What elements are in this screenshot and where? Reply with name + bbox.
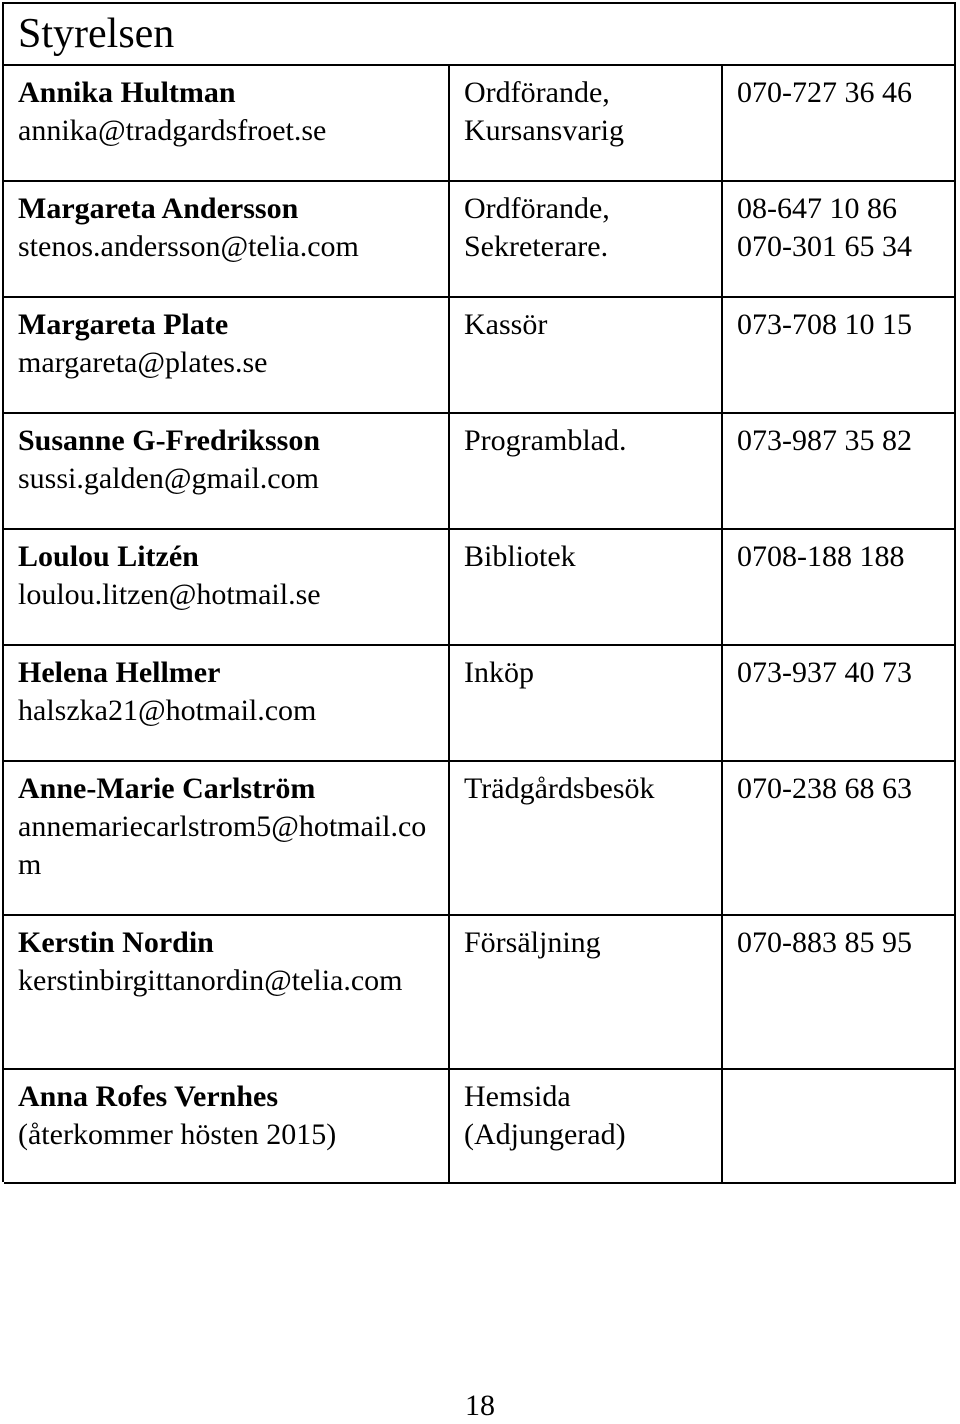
member-phone: 073-708 10 15: [737, 308, 912, 341]
member-email: loulou.litzen@hotmail.se: [18, 578, 321, 611]
member-name-cell: [4, 762, 450, 916]
table-row: [4, 762, 956, 916]
member-role-cont: Kursansvarig: [464, 114, 624, 147]
member-name-cell: [4, 182, 450, 298]
member-email: margareta@plates.se: [18, 346, 268, 379]
member-name-cell: [4, 1070, 450, 1184]
member-phone-2: 070-301 65 34: [737, 230, 912, 263]
member-role-cell: [450, 646, 723, 762]
member-role-cont: (Adjungerad): [464, 1118, 626, 1151]
member-role: Kassör: [464, 308, 548, 341]
table-row: [4, 1070, 956, 1184]
member-phone-cell: [723, 916, 956, 1070]
member-phone: 08-647 10 86: [737, 192, 897, 225]
page-number: 18: [465, 1389, 495, 1422]
member-name: Anna Rofes Vernhes: [18, 1080, 279, 1113]
member-role-cell: [450, 182, 723, 298]
page-title: Styrelsen: [18, 11, 175, 57]
member-role: Ordförande,: [464, 76, 610, 109]
member-role: Bibliotek: [464, 540, 576, 573]
member-name-cell: [4, 530, 450, 646]
member-name: Helena Hellmer: [18, 656, 221, 689]
member-role-cont: Sekreterare.: [464, 230, 609, 263]
member-phone: 073-937 40 73: [737, 656, 912, 689]
table-title-cell: [4, 4, 956, 66]
member-phone-cell: [723, 298, 956, 414]
table-row: [4, 414, 956, 530]
member-role-cell: [450, 762, 723, 916]
table-row: [4, 916, 956, 1070]
member-name: Kerstin Nordin: [18, 926, 214, 959]
member-phone-cell: [723, 414, 956, 530]
member-name: Susanne G-Fredriksson: [18, 424, 321, 457]
table-row: [4, 298, 956, 414]
member-email: stenos.andersson@telia.com: [18, 230, 359, 263]
member-role: Försäljning: [464, 926, 601, 959]
member-role: Ordförande,: [464, 192, 610, 225]
member-email: annemariecarlstrom5@hotmail.com: [18, 810, 427, 881]
member-role: Hemsida: [464, 1080, 571, 1113]
member-phone: 0708-188 188: [737, 540, 905, 573]
member-name: Margareta Plate: [18, 308, 229, 341]
member-name-cell: [4, 646, 450, 762]
member-role-cell: [450, 298, 723, 414]
member-name-cell: [4, 916, 450, 1070]
member-note: (återkommer hösten 2015): [18, 1118, 337, 1151]
member-phone: 070-238 68 63: [737, 772, 912, 805]
table-row: [4, 646, 956, 762]
member-phone-cell: [723, 530, 956, 646]
member-role: Programblad.: [464, 424, 627, 457]
member-phone-cell: [723, 66, 956, 182]
member-role: Trädgårdsbesök: [464, 772, 655, 805]
member-email: sussi.galden@gmail.com: [18, 462, 319, 495]
member-role-cell: [450, 414, 723, 530]
member-role-cell: [450, 66, 723, 182]
member-phone: 070-883 85 95: [737, 926, 912, 959]
member-role-cell: [450, 530, 723, 646]
table-row: [4, 530, 956, 646]
member-name: Anne-Marie Carlström: [18, 772, 316, 805]
member-name-cell: [4, 414, 450, 530]
member-role-cell: [450, 916, 723, 1070]
member-role-cell: [450, 1070, 723, 1184]
member-name-cell: [4, 66, 450, 182]
member-name: Loulou Litzén: [18, 540, 199, 573]
board-table: [2, 2, 956, 1182]
member-phone: 070-727 36 46: [737, 76, 912, 109]
table-row: [4, 66, 956, 182]
table-row: [4, 182, 956, 298]
member-role: Inköp: [464, 656, 534, 689]
member-phone-cell: [723, 646, 956, 762]
member-email: halszka21@hotmail.com: [18, 694, 317, 727]
member-name-cell: [4, 298, 450, 414]
member-phone-cell: [723, 1070, 956, 1184]
member-email: annika@tradgardsfroet.se: [18, 114, 327, 147]
member-name: Margareta Andersson: [18, 192, 299, 225]
member-phone: 073-987 35 82: [737, 424, 912, 457]
member-phone-cell: [723, 182, 956, 298]
member-email: kerstinbirgittanordin@telia.com: [18, 964, 403, 997]
member-phone-cell: [723, 762, 956, 916]
member-name: Annika Hultman: [18, 76, 236, 109]
